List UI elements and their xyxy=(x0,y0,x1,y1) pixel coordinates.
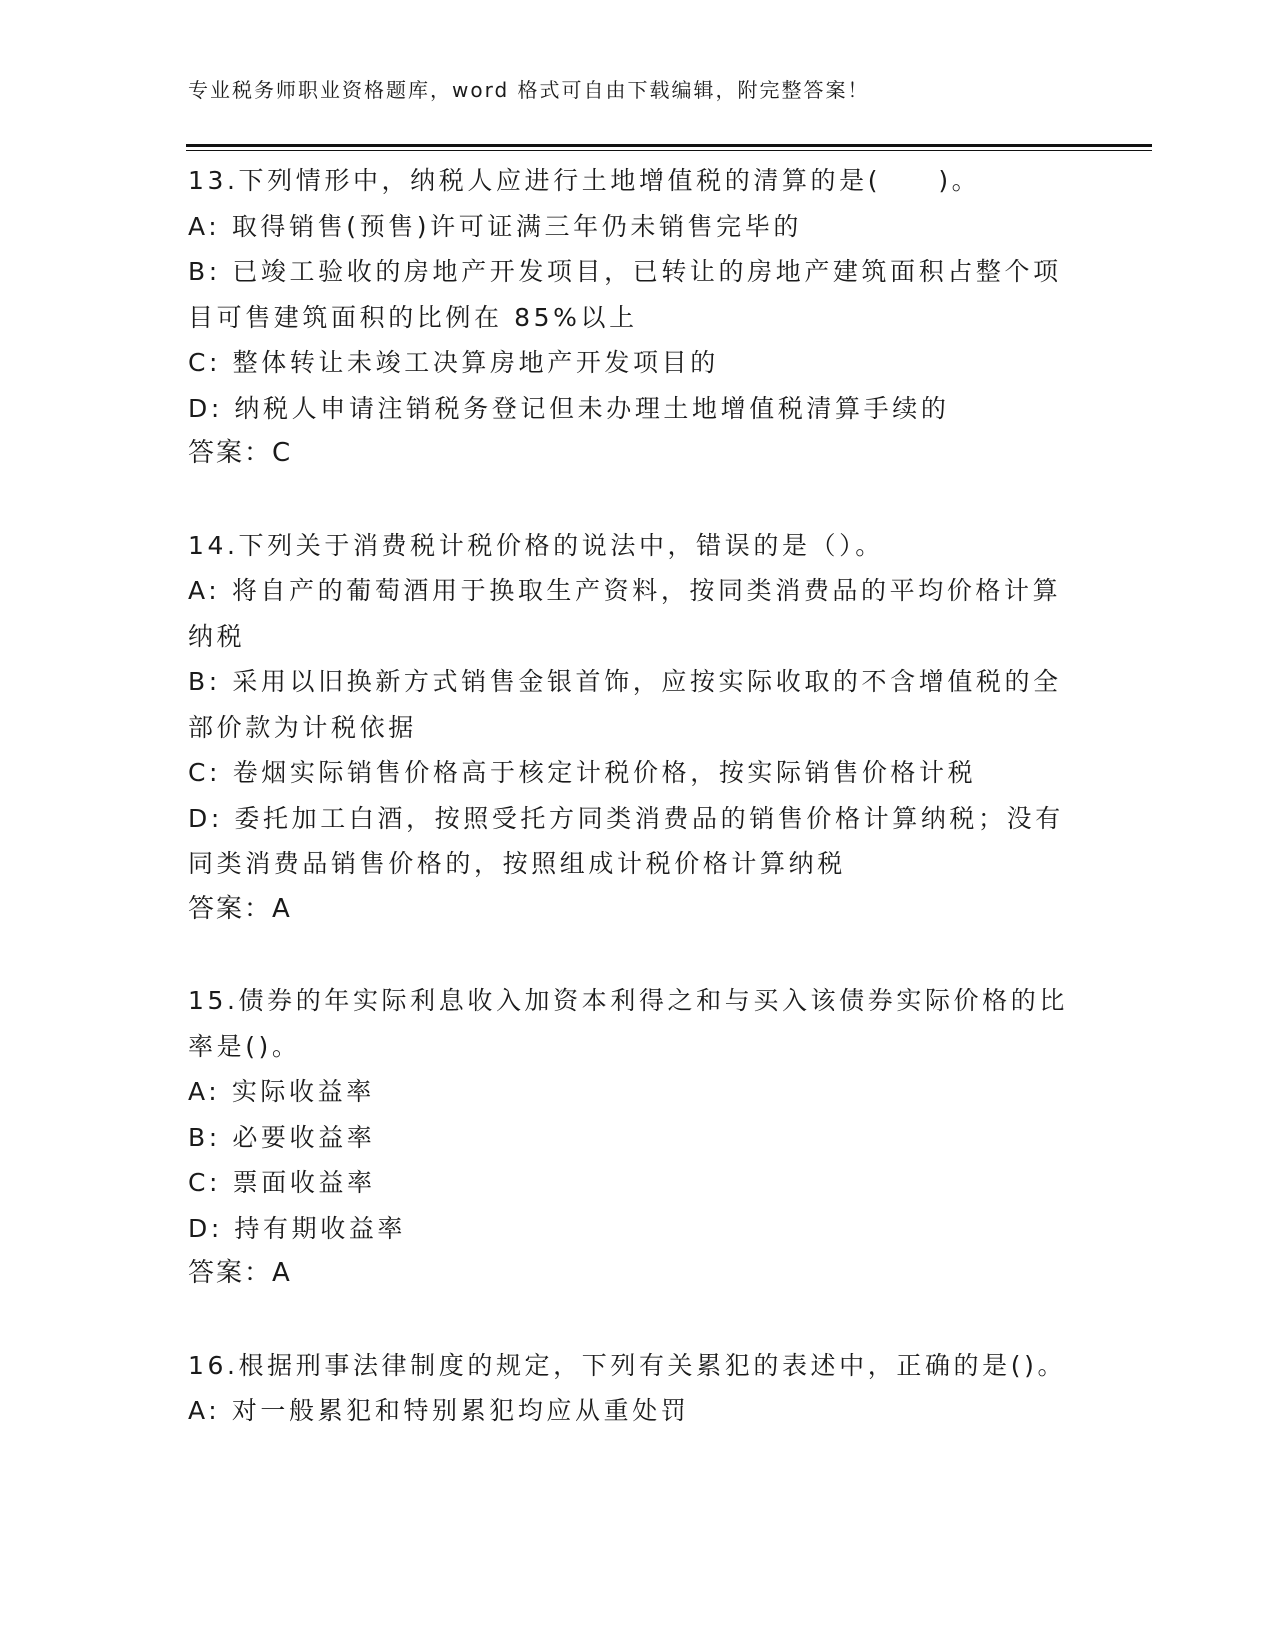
question-14-option-c: C: 卷烟实际销售价格高于核定计税价格，按实际销售价格计税 xyxy=(188,758,977,787)
question-15-option-a: A: 实际收益率 xyxy=(188,1077,375,1106)
header-divider-thick xyxy=(186,144,1152,147)
question-14-stem: 14.下列关于消费税计税价格的说法中，错误的是（）。 xyxy=(188,530,884,560)
question-15-option-b: B: 必要收益率 xyxy=(188,1122,376,1152)
question-14-option-b-cont: 部价款为计税依据 xyxy=(188,712,417,742)
question-16-option-a: A: 对一般累犯和特别累犯均应从重处罚 xyxy=(188,1396,690,1425)
question-14-option-b: B: 采用以旧换新方式销售金银首饰，应按实际收取的不含增值税的全 xyxy=(188,667,1062,696)
question-14-option-a: A: 将自产的葡萄酒用于换取生产资料，按同类消费品的平均价格计算 xyxy=(188,576,1062,605)
question-16-stem: 16.根据刑事法律制度的规定，下列有关累犯的表述中，正确的是()。 xyxy=(188,1350,1067,1380)
page-header: 专业税务师职业资格题库，word 格式可自由下载编辑，附完整答案！ xyxy=(188,78,870,102)
question-13-option-b: B: 已竣工验收的房地产开发项目，已转让的房地产建筑面积占整个项 xyxy=(188,257,1062,286)
question-14-option-a-cont: 纳税 xyxy=(188,621,246,651)
question-13-option-b-cont: 目可售建筑面积的比例在 85%以上 xyxy=(188,302,638,332)
header-divider-thin xyxy=(186,150,1152,151)
question-14-option-d-cont: 同类消费品销售价格的，按照组成计税价格计算纳税 xyxy=(188,849,846,878)
question-15-stem-cont: 率是()。 xyxy=(188,1031,301,1061)
question-15-option-d: D: 持有期收益率 xyxy=(188,1213,407,1243)
question-15-option-c: C: 票面收益率 xyxy=(188,1168,376,1197)
question-16 xyxy=(188,1343,1088,1434)
question-13 xyxy=(188,158,1088,477)
question-14-option-d: D: 委托加工白酒，按照受托方同类消费品的销售价格计算纳税；没有 xyxy=(188,803,1064,833)
question-15 xyxy=(188,978,1088,1297)
question-list xyxy=(188,158,1088,1480)
question-15-answer: 答案：A xyxy=(188,1258,292,1288)
question-14-answer: 答案：A xyxy=(188,893,292,924)
question-15-stem: 15.债券的年实际利息收入加资本利得之和与买入该债券实际价格的比 xyxy=(188,986,1068,1015)
question-13-option-a: A: 取得销售(预售)许可证满三年仍未销售完毕的 xyxy=(188,211,802,241)
question-13-stem: 13.下列情形中，纳税人应进行土地增值税的清算的是( )。 xyxy=(188,166,981,195)
question-13-option-d: D: 纳税人申请注销税务登记但未办理土地增值税清算手续的 xyxy=(188,393,950,423)
question-13-answer: 答案：C xyxy=(188,438,293,468)
question-14 xyxy=(188,523,1088,933)
question-13-option-c: C: 整体转让未竣工决算房地产开发项目的 xyxy=(188,348,719,377)
